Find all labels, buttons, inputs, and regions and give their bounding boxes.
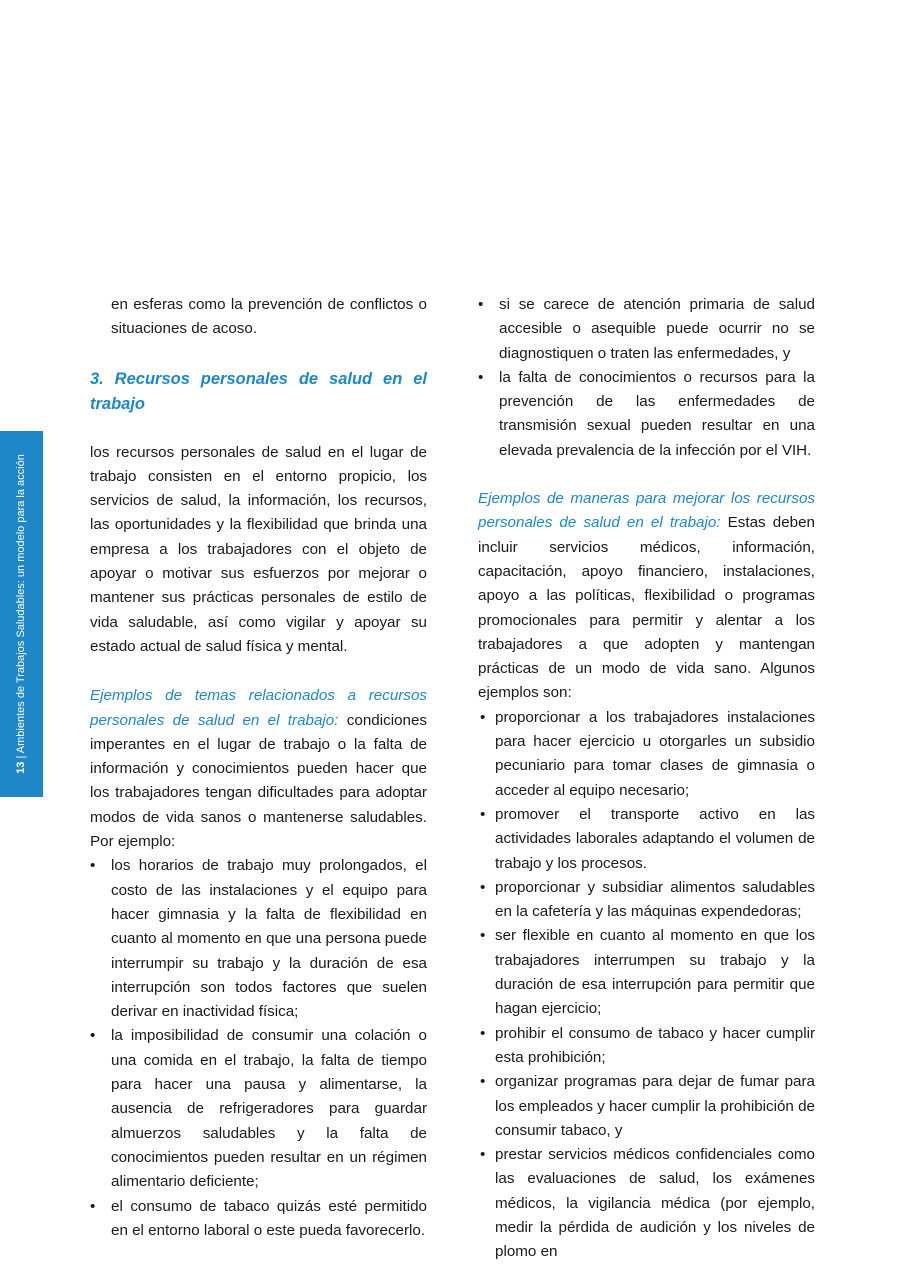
- left-column: [90, 293, 427, 1243]
- list-item: • promover el transporte activo en las actividades laborales adaptando el volumen de trabajo y los procesos.: [478, 803, 815, 876]
- right-column: [478, 293, 815, 1265]
- list-item: • si se carece de atención primaria de salud accesible o asequible puede ocurrir no se diagnostiquen o traten las enfermedades, y: [478, 293, 815, 366]
- section-heading: 3. Recursos personales de salud en el trabajo: [90, 369, 427, 413]
- examples-label: Ejemplos de temas relacionados a recursos personales de salud en el trabajo:: [90, 687, 427, 729]
- examples-text: condiciones imperantes en el lugar de trabajo o la falta de información y conocimientos pueden hacer que los trabajadores tengan dificultades para adoptar modos de vida sanos o mantenerse saludables. Por ejemplo:: [90, 711, 427, 851]
- list-item: • prohibir el consumo de tabaco y hacer cumplir esta prohibición;: [478, 1022, 815, 1071]
- separator: |: [15, 755, 27, 759]
- continuation-text: en esferas como la prevención de conflictos o situaciones de acoso.: [111, 296, 427, 338]
- list-item: • organizar programas para dejar de fumar para los empleados y hacer cumplir la prohibición de consumir tabaco, y: [478, 1070, 815, 1143]
- list-item: • la imposibilidad de consumir una colación o una comida en el trabajo, la falta de tiempo para hacer una pausa y alimentarse, la ausencia de refrigeradores para guardar almuerzos saludables y la falta de conocimientos pueden resultar en un régimen alimentario deficiente;: [90, 1024, 427, 1194]
- improve-text: Estas deben incluir servicios médicos, información, capacitación, apoyo financiero, instalaciones, apoyo a las políticas, flexibilidad o programas promocionales para permitir y alentar a los trabajadores a que adopten y mantengan prácticas de un modo de vida sano. Algunos ejemplos son:: [478, 514, 816, 702]
- list-item: • prestar servicios médicos confidenciales como las evaluaciones de salud, los exámenes médicos, la vigilancia médica (por ejemplo, medir la pérdida de audición y los niveles de plomo en: [478, 1143, 815, 1264]
- improve-list: [478, 706, 815, 1265]
- improve-paragraph: [478, 487, 815, 706]
- sidebar-running-head: [15, 454, 27, 774]
- document-title: Ambientes de Trabajos Saludables: un modelo para la acción: [15, 454, 27, 754]
- improve-label: Ejemplos de maneras para mejorar los recursos personales de salud en el trabajo:: [478, 490, 815, 532]
- intro-paragraph: los recursos personales de salud en el lugar de trabajo consisten en el entorno propicio, los servicios de salud, la información, los recursos, las oportunidades y la flexibilidad que brinda una empresa a los trabajadores con el objeto de apoyar o motivar sus esfuerzos por mejorar o mantener sus prácticas personales de estilo de vida saludable, así como vigilar y apoyar su estado actual de salud física y mental.: [90, 443, 427, 655]
- list-item: • la falta de conocimientos o recursos para la prevención de las enfermedades de transmisión sexual pueden resultar en una elevada prevalencia de la infección por el VIH.: [478, 366, 815, 463]
- examples-paragraph: [90, 684, 427, 854]
- list-item: • ser flexible en cuanto al momento en que los trabajadores interrumpen su trabajo y la duración de esa interrupción para permitir que hagan ejercicio;: [478, 924, 815, 1021]
- examples-list: [90, 854, 427, 1243]
- list-item: • proporcionar y subsidiar alimentos saludables en la cafetería y las máquinas expendedoras;: [478, 876, 815, 925]
- list-item: • el consumo de tabaco quizás esté permitido en el entorno laboral o este pueda favorecerlo.: [90, 1195, 427, 1244]
- list-item: • los horarios de trabajo muy prolongados, el costo de las instalaciones y el equipo para hacer gimnasia y la falta de flexibilidad en cuanto al momento en que una persona puede interrumpir su trabajo y la duración de esa interrupción son todos factores que suelen derivar en inactividad física;: [90, 854, 427, 1024]
- page-number: 13: [15, 761, 27, 774]
- list-item: • proporcionar a los trabajadores instalaciones para hacer ejercicio u otorgarles un subsidio pecuniario para tomar clases de gimnasia o acceder al equipo necesario;: [478, 706, 815, 803]
- examples-list-continued: [478, 293, 815, 463]
